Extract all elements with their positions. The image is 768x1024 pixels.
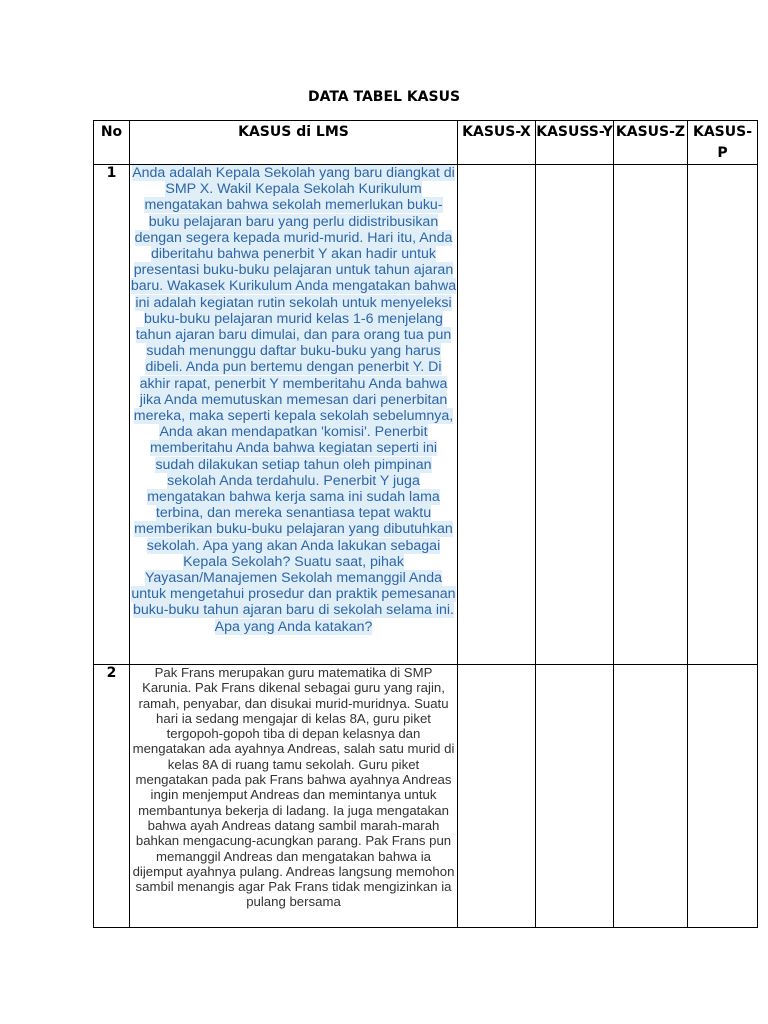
row-number: 1 bbox=[94, 165, 130, 665]
case-description-text: Pak Frans merupakan guru matematika di SMP Karunia. Pak Frans dikenal sebagai guru yang rajin, ramah, penyabar, dan disukai murid-muridnya. Suatu hari ia sedang mengajar di kelas 8A, guru piket tergopoh-gopoh tiba di depan kelasnya dan mengatakan ada ayahnya Andreas, salah satu murid di kelas 8A di ruang tamu sekolah. Guru piket mengatakan pada pak Frans bahwa ayahnya Andreas ingin menjemput Andreas dan memintanya untuk membantunya bekerja di ladang. Ia juga mengatakan bahwa ayah Andreas datang sambil marah-marah bahkan mengacung-acungkan parang. Pak Frans pun memanggil Andreas dan mengatakan bahwa ia dijemput ayahnya pulang. Andreas langsung memohon sambil menangis agar Pak Frans tidak mengizinkan ia pulang bersama bbox=[132, 665, 455, 910]
document-title: DATA TABEL KASUS bbox=[307, 89, 461, 105]
case-x-cell bbox=[458, 665, 536, 928]
table-row bbox=[94, 665, 758, 928]
header-case-x: KASUS-X bbox=[458, 121, 536, 165]
header-case-p: KASUS-P bbox=[688, 121, 758, 165]
case-p-cell bbox=[688, 665, 758, 928]
case-description-cell bbox=[130, 665, 458, 928]
row-number: 2 bbox=[94, 665, 130, 928]
case-x-cell bbox=[458, 165, 536, 665]
table-header-row bbox=[94, 121, 758, 165]
header-no: No bbox=[94, 121, 130, 165]
table-row bbox=[94, 165, 758, 665]
header-case-z: KASUS-Z bbox=[614, 121, 688, 165]
case-p-cell bbox=[688, 165, 758, 665]
case-description-cell bbox=[130, 165, 458, 665]
case-z-cell bbox=[614, 665, 688, 928]
case-y-cell bbox=[536, 165, 614, 665]
case-y-cell bbox=[536, 665, 614, 928]
highlighted-case-text: Anda adalah Kepala Sekolah yang baru diangkat di SMP X. Wakil Kepala Sekolah Kurikulum mengatakan bahwa sekolah memerlukan buku-buku pelajaran baru yang perlu didistribusikan dengan segera kepada murid-murid. Hari itu, Anda diberitahu bahwa penerbit Y akan hadir untuk presentasi buku-buku pelajaran untuk tahun ajaran baru. Wakasek Kurikulum Anda mengatakan bahwa ini adalah kegiatan rutin sekolah untuk menyeleksi buku-buku pelajaran murid kelas 1-6 menjelang tahun ajaran baru dimulai, dan para orang tua pun sudah menunggu daftar buku-buku yang harus dibeli. Anda pun bertemu dengan penerbit Y. Di akhir rapat, penerbit Y memberitahu Anda bahwa jika Anda memutuskan memesan dari penerbitan mereka, maka seperti kepala sekolah sebelumnya, Anda akan mendapatkan 'komisi'. Penerbit memberitahu Anda bahwa kegiatan seperti ini sudah dilakukan setiap tahun oleh pimpinan sekolah Anda terdahulu. Penerbit Y juga mengatakan bahwa kerja sama ini sudah lama terbina, dan mereka senantiasa tepat waktu memberikan buku-buku pelajaran yang dibutuhkan sekolah. Apa yang akan Anda lakukan sebagai Kepala Sekolah? Suatu saat, pihak Yayasan/Manajemen Sekolah memanggil Anda untuk mengetahui prosedur dan praktik pemesanan buku-buku tahun ajaran baru di sekolah selama ini. Apa yang Anda katakan? bbox=[130, 165, 457, 635]
header-case-y: KASUSS-Y bbox=[536, 121, 614, 165]
case-table bbox=[93, 120, 758, 928]
case-z-cell bbox=[614, 165, 688, 665]
header-case: KASUS di LMS bbox=[130, 121, 458, 165]
case-description-text bbox=[130, 165, 457, 635]
